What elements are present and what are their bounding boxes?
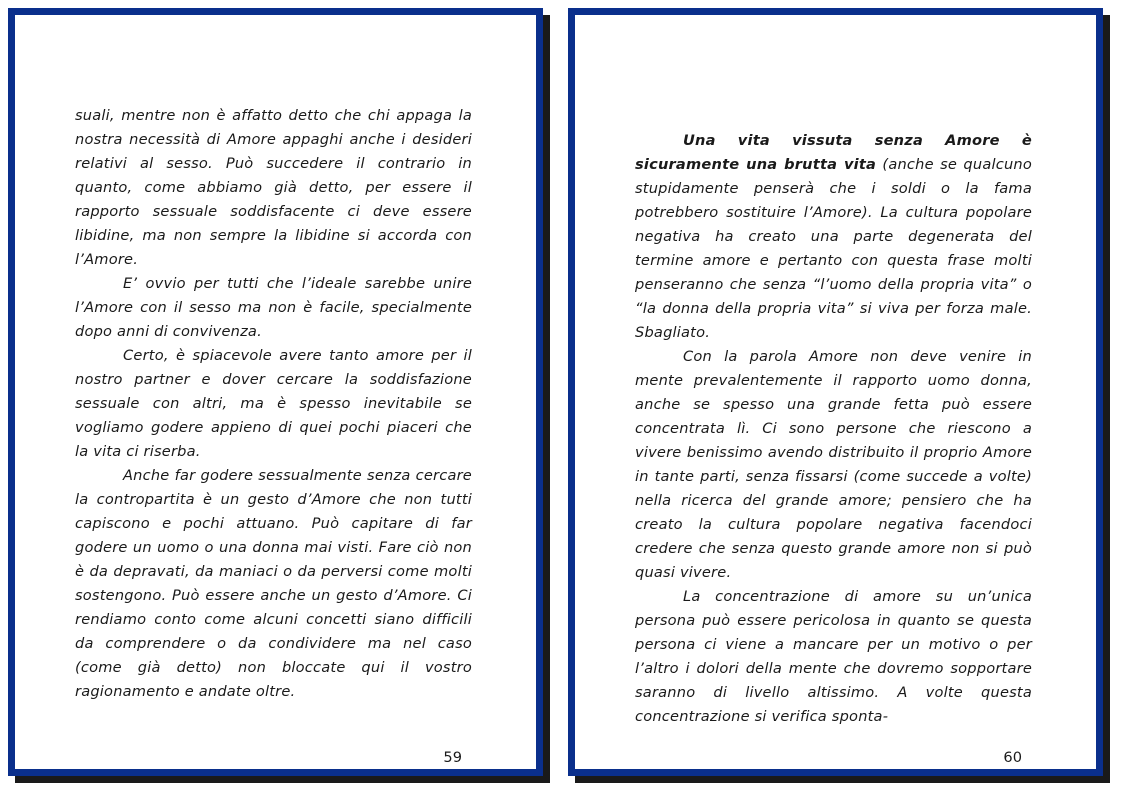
lead-bold-sentence: Una vita vissuta senza Amore è sicuramente una brutta vita [635,132,1032,173]
page-number: 60 [1003,749,1022,766]
paragraph: suali, mentre non è affatto detto che chi appaga la nostra necessità di Amore appaghi anche i desideri relativi al sesso. Può succedere il contrario in quanto, come abbiamo già detto, per essere il rapporto sessuale soddisfacente ci deve essere libidine, ma non sempre la libidine si accorda con l’Amore. [75,107,472,268]
paragraph: Con la parola Amore non deve venire in mente prevalentemente il rapporto uomo donna, anche se spesso una grande fetta può essere concentrata lì. Ci sono persone che riescono a vivere benissimo avendo distribuito il proprio Amore in tante parti, senza fissarsi (come succede a volte) nella ricerca del grande amore; pensiero che ha creato la cultura popolare negativa facendoci credere che senza questo grande amore non si può quasi vivere. [635,348,1032,581]
paragraph: Anche far godere sessualmente senza cercare la contropartita è un gesto d’Amore che non tutti capiscono e pochi attuano. Può capitare di far godere un uomo o una donna mai visti. Fare ciò non è da depravati, da maniaci o da perversi come molti sostengono. Può essere anche un gesto d’Amore. Ci rendiamo conto come alcuni concetti siano difficili da comprendere o da condividere ma nel caso (come già detto) non bloccate qui il vostro ragionamento e andate oltre. [75,467,472,700]
page-body-text [75,104,472,704]
paragraph: Certo, è spiacevole avere tanto amore per il nostro partner e dover cercare la soddisfazione sessuale con altri, ma è spesso inevitabile se vogliamo godere appieno di quei pochi piaceri che la vita ci riserba. [75,347,472,460]
paragraph: La concentrazione di amore su un’unica persona può essere pericolosa in quanto se questa persona ci viene a mancare per un motivo o per l’altro i dolori della mente che dovremo sopportare saranno di livello altissimo. A volte questa concentrazione si verifica sponta- [635,588,1032,725]
page-number: 59 [443,749,462,766]
book-page-left [8,8,543,776]
lead-continuation: (anche se qualcuno stupidamente penserà che i soldi o la fama potrebbero sostituire l’Amore). La cultura popolare negativa ha creato una parte degenerata del termine amore e pertanto con questa frase molti penseranno che senza “l’uomo della propria vita” o “la donna della propria vita” si viva per forza male. Sbagliato. [635,156,1032,341]
page-body-text [635,129,1032,729]
lead-paragraph [635,129,1032,345]
paragraph: E’ ovvio per tutti che l’ideale sarebbe unire l’Amore con il sesso ma non è facile, specialmente dopo anni di convivenza. [75,275,472,340]
book-page-right [568,8,1103,776]
